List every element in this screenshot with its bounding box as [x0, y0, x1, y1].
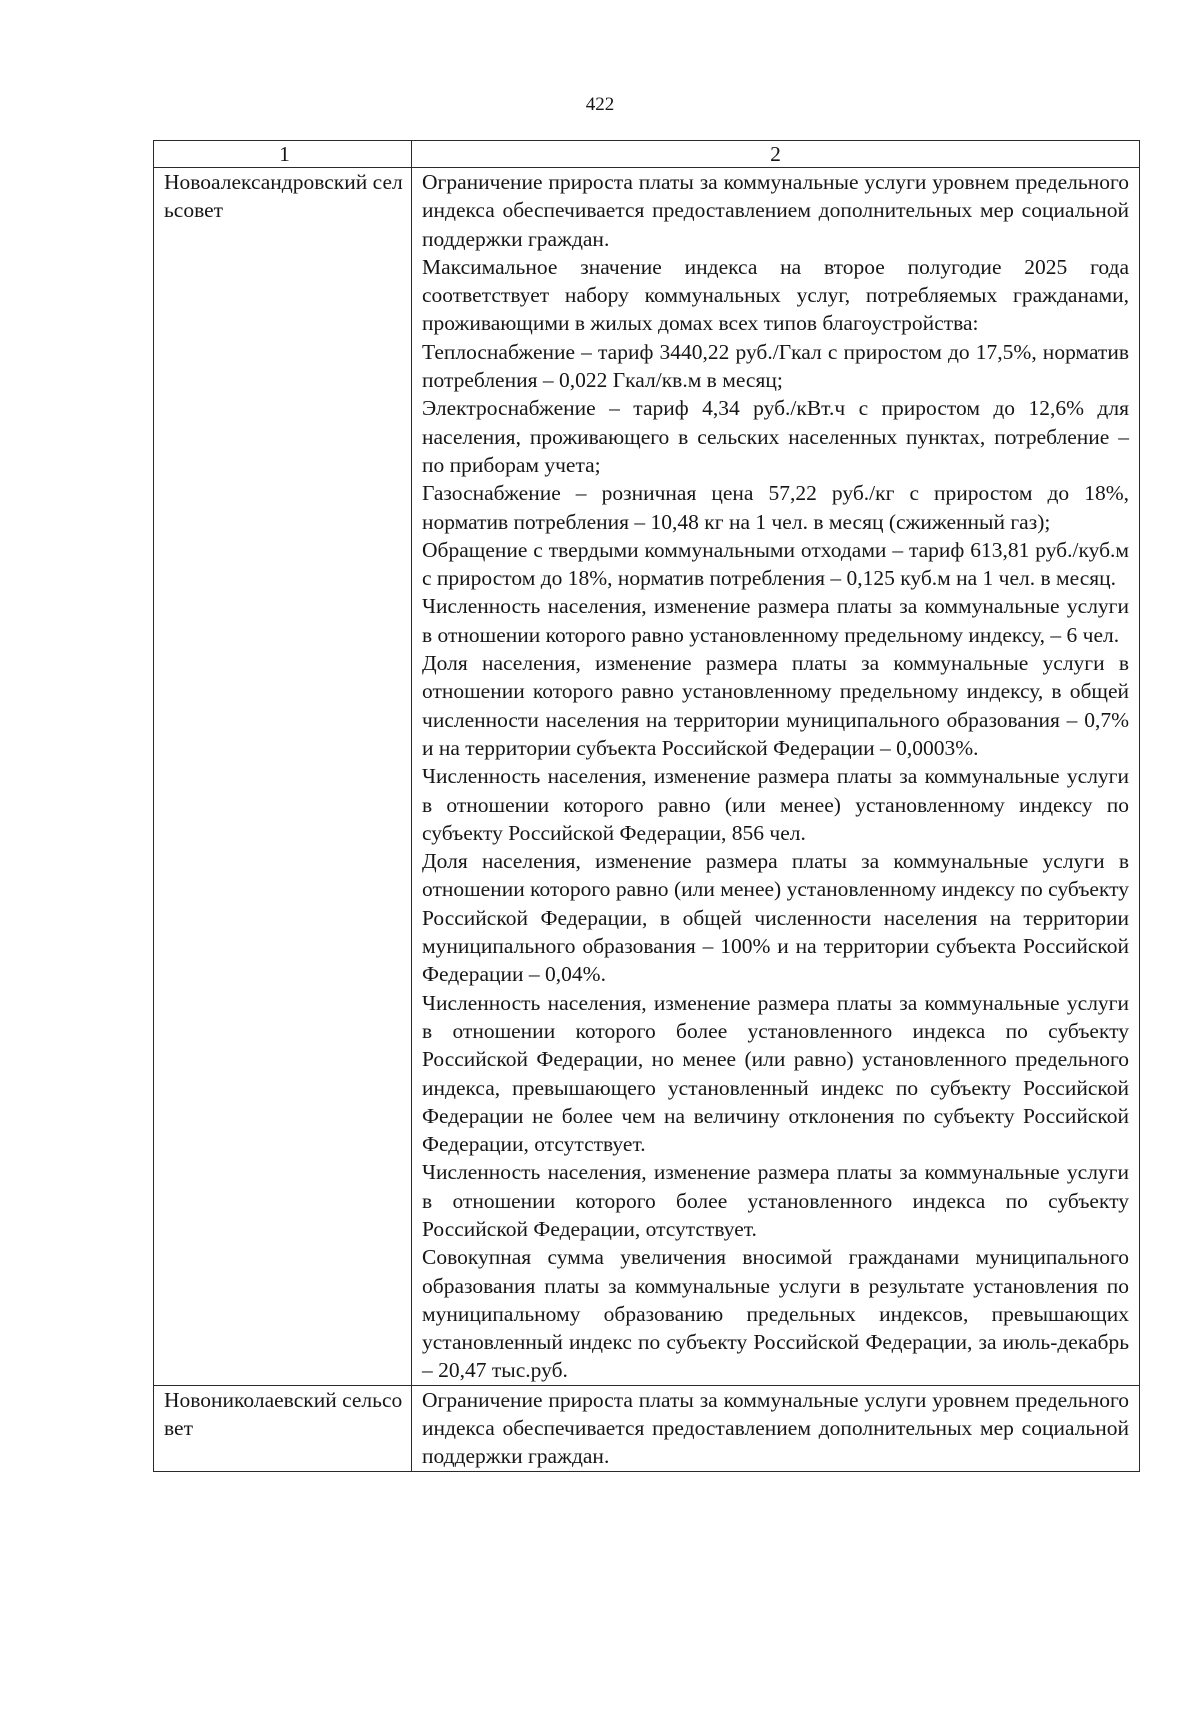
- description-cell: [412, 168, 1140, 1386]
- description-cell: [412, 1385, 1140, 1471]
- paragraph: Доля населения, изменение размера платы за коммунальные услуги в отношении которого равно установленному предельному индексу, в общей численности населения на территории муниципального образования – 0,7% и на территории субъекта Российской Федерации – 0,0003%.: [422, 651, 1129, 760]
- paragraph: Совокупная сумма увеличения вносимой гражданами муниципального образования платы за коммунальные услуги в результате установления по муниципальному образованию предельных индексов, превышающих установленный индекс по субъекту Российской Федерации, за июль-декабрь – 20,47 тыс.руб.: [422, 1245, 1129, 1383]
- column-2-header: 2: [412, 141, 1140, 168]
- table-row: [154, 1385, 1140, 1471]
- paragraph: Максимальное значение индекса на второе полугодие 2025 года соответствует набору коммунальных услуг, потребляемых гражданами, проживающими в жилых домах всех типов благоустройства:: [422, 254, 1129, 336]
- paragraph: Ограничение прироста платы за коммунальные услуги уровнем предельного индекса обеспечивается предоставлением дополнительных мер социальной поддержки граждан.: [422, 1387, 1129, 1469]
- page-number: 422: [585, 94, 615, 115]
- municipality-name: Новоалександровский сельсовет: [164, 170, 403, 223]
- paragraph: Численность населения, изменение размера платы за коммунальные услуги в отношении которого равно установленному предельному индексу, – 6 чел.: [422, 594, 1129, 647]
- column-1-header: 1: [154, 141, 412, 168]
- paragraph: Доля населения, изменение размера платы за коммунальные услуги в отношении которого равно (или менее) установленному индексу по субъекту Российской Федерации, в общей численности населения на территории муниципального образования – 100% и на территории субъекта Российской Федерации – 0,04%.: [422, 849, 1129, 987]
- paragraph: Газоснабжение – розничная цена 57,22 руб./кг с приростом до 18%, норматив потребления – 10,48 кг на 1 чел. в месяц (сжиженный газ);: [422, 481, 1129, 534]
- table-header-row: [154, 141, 1140, 168]
- paragraph: Ограничение прироста платы за коммунальные услуги уровнем предельного индекса обеспечивается предоставлением дополнительных мер социальной поддержки граждан.: [422, 170, 1129, 251]
- municipality-name: Новониколаевский сельсовет: [164, 1387, 403, 1441]
- municipal-tariff-table: [153, 140, 1140, 1472]
- paragraph: Электроснабжение – тариф 4,34 руб./кВт.ч с приростом до 12,6% для населения, проживающего в сельских населенных пунктах, потребление – по приборам учета;: [422, 396, 1129, 477]
- table-row: [154, 168, 1140, 1386]
- paragraph: Обращение с твердыми коммунальными отходами – тариф 613,81 руб./куб.м с приростом до 18%, норматив потребления – 0,125 куб.м на 1 чел. в месяц.: [422, 537, 1129, 591]
- paragraph: Численность населения, изменение размера платы за коммунальные услуги в отношении которого равно (или менее) установленному индексу по субъекту Российской Федерации, 856 чел.: [422, 764, 1129, 845]
- municipality-cell: [154, 168, 412, 1386]
- paragraph: Теплоснабжение – тариф 3440,22 руб./Гкал с приростом до 17,5%, норматив потребления – 0,022 Гкал/кв.м в месяц;: [422, 339, 1129, 393]
- paragraph: Численность населения, изменение размера платы за коммунальные услуги в отношении которого более установленного индекса по субъекту Российской Федерации, отсутствует.: [422, 1160, 1129, 1241]
- paragraph: Численность населения, изменение размера платы за коммунальные услуги в отношении которого более установленного индекса по субъекту Российской Федерации, но менее (или равно) установленного предельного индекса, превышающего установленный индекс по субъекту Российской Федерации не более чем на величину отклонения по субъекту Российской Федерации, отсутствует.: [422, 990, 1129, 1157]
- municipality-cell: [154, 1385, 412, 1471]
